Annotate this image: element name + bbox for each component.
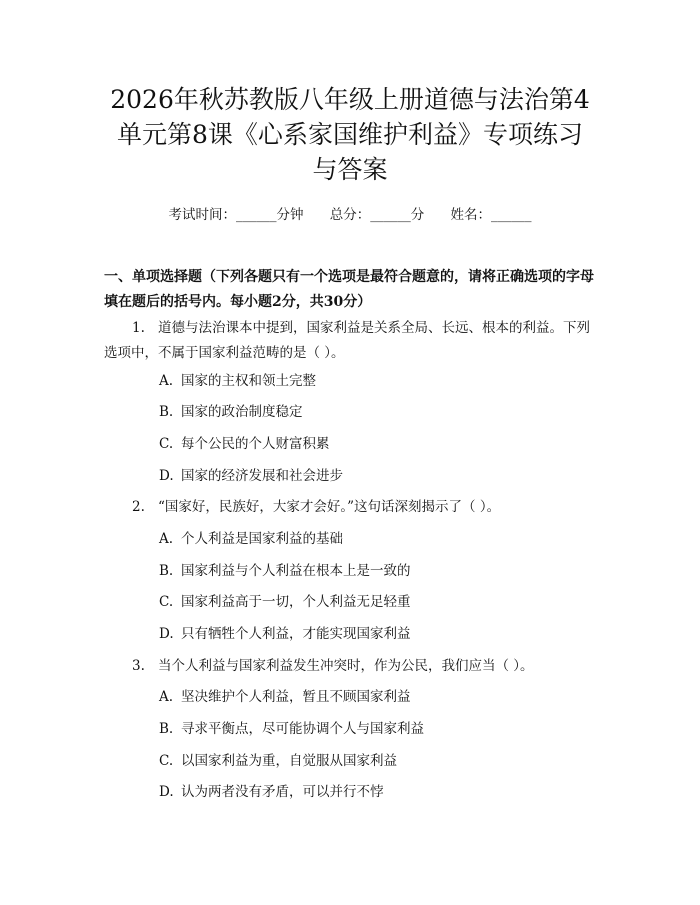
question-2-option-a: A. 个人利益是国家利益的基础 [159,531,343,547]
question-2-stem-line-1: “国家好，民族好，大家才会好。”这句话深刻揭示了（ ）。 [158,499,501,515]
question-2-option-c: C. 国家利益高于一切，个人利益无足轻重 [159,594,411,610]
student-name-field: 姓名：______ [450,207,532,223]
question-1-stem-line-2: 选项中，不属于国家利益范畴的是（ ）。 [104,345,345,361]
exam-info-row [0,205,700,225]
question-1-option-b: B. 国家的政治制度稳定 [159,404,303,420]
section-heading-line-2: 填在题后的括号内。每小题2分，共30分） [104,294,372,310]
question-2-option-d: D. 只有牺牲个人利益，才能实现国家利益 [159,626,411,642]
document-title [80,82,620,187]
question-1-option-a: A. 国家的主权和领土完整 [159,373,316,389]
question-3-stem [104,654,604,679]
title-line-2: 单元第8课《心系家国维护利益》专项练习 [117,120,583,149]
question-1-option-c: C. 每个公民的个人财富积累 [159,436,330,452]
question-1-stem-line-1: 道德与法治课本中提到，国家利益是关系全局、长远、根本的利益。下列 [158,320,590,336]
question-3-option-a: A. 坚决维护个人利益，暂且不顾国家利益 [159,689,411,705]
total-score-field: 总分：______分 [329,207,425,223]
title-line-1: 2026年秋苏教版八年级上册道德与法治第4 [110,85,590,114]
question-3-option-c: C. 以国家利益为重，自觉服从国家利益 [159,753,397,769]
question-3-option-d: D. 认为两者没有矛盾，可以并行不悖 [159,784,384,800]
title-line-3: 与答案 [312,155,388,184]
question-2-stem [104,495,604,520]
question-number: 3. [132,658,145,674]
question-2-option-b: B. 国家利益与个人利益在根本上是一致的 [159,563,411,579]
question-1-option-d: D. 国家的经济发展和社会进步 [159,468,343,484]
exam-time-field: 考试时间：______分钟 [168,207,304,223]
question-3-stem-line-1: 当个人利益与国家利益发生冲突时，作为公民，我们应当（ ）。 [158,658,534,674]
question-1-stem [104,316,604,366]
section-heading [104,265,604,315]
question-3-option-b: B. 寻求平衡点，尽可能协调个人与国家利益 [159,721,424,737]
question-number: 2. [132,499,145,515]
question-number: 1. [132,320,145,336]
section-heading-line-1: 一、单项选择题（下列各题只有一个选项是最符合题意的，请将正确选项的字母 [104,269,594,285]
